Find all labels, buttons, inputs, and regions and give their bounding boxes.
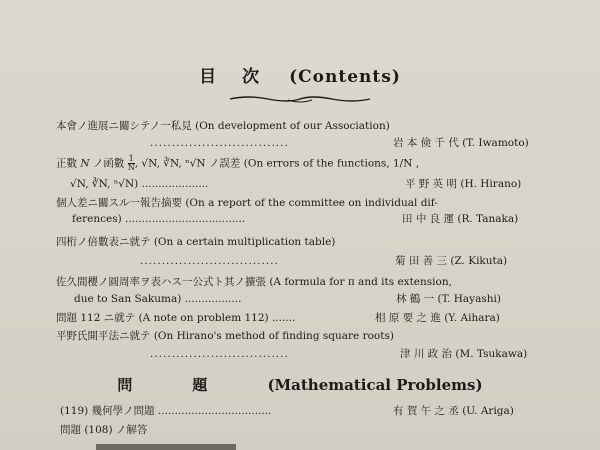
entry-2-part-c: , √N, ∛N, ⁿ√N ノ誤差 (On errors of the functions (134, 157, 387, 170)
title-japanese: 目次 (199, 67, 286, 87)
cutoff-heading-fragment (96, 444, 236, 450)
toc-entry-5-author: 林 鶴 一 (T. Hayashi) (396, 293, 501, 305)
fraction-denominator: N (127, 163, 135, 172)
toc-entry-1-dots: ................................ (150, 137, 289, 149)
fraction-1-over-N (128, 155, 135, 172)
toc-entry-5-line2: due to San Sakuma) ................. (74, 293, 242, 305)
toc-entry-5-title: 佐久間櫻ノ圓周率ヲ表ハス一公式ト其ノ擴張 (A formula for π and its extension, (56, 276, 452, 288)
entry-2-N: N (80, 157, 90, 170)
toc-entry-1-title: 本會ノ進展ニ關シテノ一私見 (On development of our Association) (56, 120, 390, 132)
toc-entry-6-title: 問題 112 ニ就テ (A note on problem 112) ....... (56, 312, 296, 324)
entry-2-trail: , 1/N , (386, 157, 420, 170)
toc-entry-6-author: 相 原 要 之 進 (Y. Aihara) (375, 312, 500, 324)
section-title-english: (Mathematical Problems) (267, 376, 483, 394)
toc-entry-3-title: 個人差ニ關スル一報告摘要 (On a report of the committee on individual dif- (56, 197, 438, 209)
toc-entry-7-author: 津 川 政 治 (M. Tsukawa) (400, 348, 528, 360)
fraction-numerator: 1 (128, 154, 134, 163)
problem-item-108: 問題 (108) ノ解答 (60, 424, 148, 436)
toc-entry-4-title: 四桁ノ倍數表ニ就テ (On a certain multiplication table) (56, 236, 336, 248)
toc-entry-2-line2: √N, ∛N, ⁿ√N) .................... (70, 178, 209, 190)
page-title (0, 62, 600, 87)
toc-entry-4-dots: ................................ (140, 255, 279, 267)
toc-entry-3-author: 田 中 良 運 (R. Tanaka) (402, 213, 519, 225)
section-title-problems (0, 374, 600, 395)
toc-entry-7-title: 平野氏開平法ニ就テ (On Hirano's method of finding square roots) (56, 330, 394, 342)
entry-2-part-b: ノ函數 (92, 157, 125, 170)
title-english: (Contents) (289, 67, 401, 87)
problem-item-119-author: 有 賀 午 之 丞 (U. Ariga) (393, 405, 514, 417)
toc-entry-1-author: 岩 本 倹 千 代 (T. Iwamoto) (393, 137, 529, 149)
toc-entry-2-author: 平 野 英 明 (H. Hirano) (405, 178, 522, 190)
toc-entry-4-author: 菊 田 善 三 (Z. Kikuta) (395, 255, 508, 267)
toc-entry-3-line2: ferences) .................................... (72, 213, 246, 225)
title-ornament (228, 93, 372, 105)
toc-entry-2-title (56, 155, 419, 172)
problem-item-119: (119) 幾何學ノ問題 .................................. (60, 405, 272, 417)
entry-2-part-a: 正數 (56, 157, 77, 170)
section-title-japanese: 問題 (117, 376, 268, 394)
toc-entry-7-dots: ................................ (150, 348, 289, 360)
